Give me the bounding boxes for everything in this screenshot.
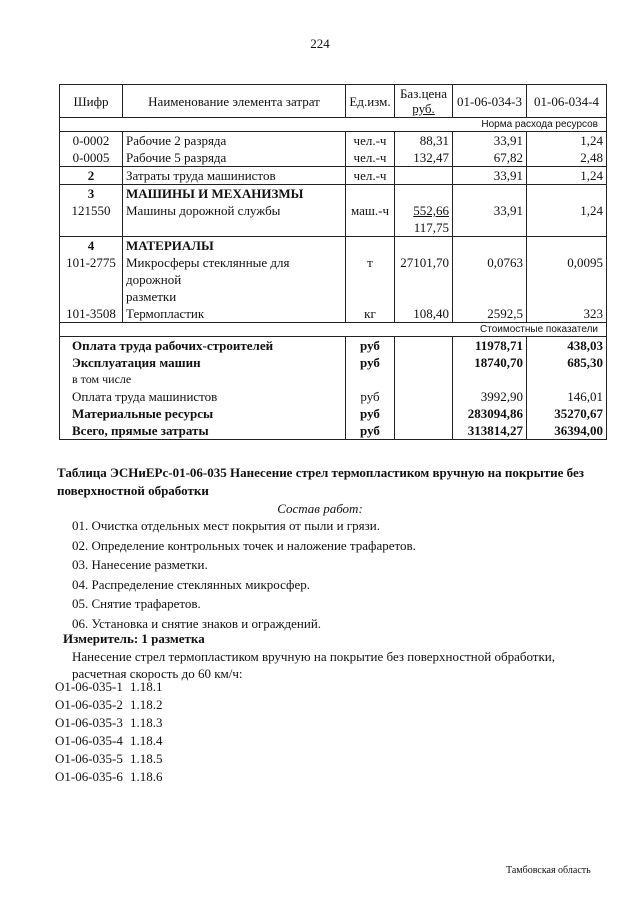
work-item: 03. Нанесение разметки.	[72, 557, 208, 572]
table-header-row	[60, 85, 607, 118]
summary-row: в том числе	[60, 371, 607, 388]
work-item: 01. Очистка отдельных мест покрытия от пыли и грязи.	[72, 518, 380, 533]
summary-row: Оплата труда машинистов руб 3992,90 146,01	[60, 388, 607, 405]
description: Нанесение стрел термопластиком вручную на покрытие без поверхностной обработки, расчетная скорость до 60 км/ч:	[72, 649, 555, 681]
row-code: 0-0005	[60, 149, 123, 167]
row-value-1: 33,91	[453, 202, 527, 237]
cost-label: Стоимостные показатели	[60, 323, 607, 337]
code-item: О1-06-035-5 1.18.5	[55, 751, 163, 766]
row-code: 2	[60, 167, 123, 185]
work-item: 05. Снятие трафаретов.	[72, 596, 201, 611]
row-price: 132,47	[395, 149, 453, 167]
footer-region: Тамбовская область	[506, 865, 591, 876]
row-price: 27101,70	[395, 254, 453, 305]
section-title: Таблица ЭСНиЕРс-01-06-035 Нанесение стрел термопластиком вручную на покрытие без поверхностной обработки	[57, 465, 584, 498]
row-value-2: 0,0095	[527, 254, 607, 305]
work-item: 06. Установка и снятие знаков и ограждений.	[72, 615, 322, 631]
row-value-1: 0,0763	[453, 254, 527, 305]
table-row	[60, 149, 607, 167]
row-unit: чел.-ч	[346, 149, 395, 167]
row-unit: чел.-ч	[346, 132, 395, 150]
row-name: Термопластик	[123, 305, 346, 323]
row-value-2: 1,24	[527, 132, 607, 150]
code-item: О1-06-035-3 1.18.3	[55, 715, 163, 730]
row-name: Микросферы стеклянные для дорожной разметки	[123, 254, 346, 305]
row-price: 88,31	[395, 132, 453, 150]
header-unit: Ед.изм.	[346, 85, 395, 118]
row-name: Затраты труда машинистов	[123, 167, 346, 185]
header-code: Шифр	[60, 85, 123, 118]
row-value-2: 2,48	[527, 149, 607, 167]
row-code: 101-2775	[60, 254, 123, 305]
table-row	[60, 254, 607, 305]
code-item: О1-06-035-2 1.18.2	[55, 697, 163, 712]
row-unit: чел.-ч	[346, 167, 395, 185]
summary-row: Материальные ресурсы руб 283094,86 35270,67	[60, 405, 607, 422]
row-value-1: 33,91	[453, 132, 527, 150]
section-row-machines	[60, 185, 607, 203]
row-value-1: 33,91	[453, 167, 527, 185]
row-value-2: 1,24	[527, 202, 607, 237]
row-value-2: 323	[527, 305, 607, 323]
table-row	[60, 202, 607, 237]
row-name: Машины дорожной службы	[123, 202, 346, 237]
resource-table	[59, 84, 607, 440]
header-col-034-4: 01-06-034-4	[527, 85, 607, 118]
page-number: 224	[310, 36, 330, 51]
row-unit: маш.-ч	[346, 202, 395, 237]
row-name: МАТЕРИАЛЫ	[123, 237, 346, 255]
work-item: 02. Определение контрольных точек и наложение трафаретов.	[72, 537, 416, 553]
row-price: 108,40	[395, 305, 453, 323]
cost-row	[60, 323, 607, 337]
row-code: 101-3508	[60, 305, 123, 323]
code-item: О1-06-035-1 1.18.1	[55, 679, 163, 694]
summary-row: Эксплуатация машин руб 18740,70 685,30	[60, 354, 607, 371]
section-row-materials	[60, 237, 607, 255]
code-item: О1-06-035-4 1.18.4	[55, 733, 163, 748]
row-value-2: 1,24	[527, 167, 607, 185]
header-col-034-3: 01-06-034-3	[453, 85, 527, 118]
measure-unit: Измеритель: 1 разметка	[63, 631, 205, 646]
row-code: 121550	[60, 202, 123, 237]
norma-label: Норма расхода ресурсов	[60, 118, 607, 132]
row-name: Рабочие 5 разряда	[123, 149, 346, 167]
header-price: Баз.цена руб.	[395, 85, 453, 118]
header-name: Наименование элемента затрат	[123, 85, 346, 118]
table-row	[60, 132, 607, 150]
table-row	[60, 305, 607, 323]
row-code: 3	[60, 185, 123, 203]
row-code: 0-0002	[60, 132, 123, 150]
code-item: О1-06-035-6 1.18.6	[55, 769, 163, 784]
row-name: Рабочие 2 разряда	[123, 132, 346, 150]
row-price: 552,66 117,75	[395, 202, 453, 237]
table-row	[60, 167, 607, 185]
row-price	[395, 167, 453, 185]
row-name: МАШИНЫ И МЕХАНИЗМЫ	[123, 185, 346, 203]
row-value-1: 67,82	[453, 149, 527, 167]
summary-row: Всего, прямые затраты руб 313814,27 36394,00	[60, 422, 607, 440]
summary-row: Оплата труда рабочих-строителей руб 11978,71 438,03	[60, 337, 607, 355]
work-composition-label: Состав работ:	[277, 501, 363, 516]
row-unit: кг	[346, 305, 395, 323]
row-code: 4	[60, 237, 123, 255]
row-value-1: 2592,5	[453, 305, 527, 323]
work-item: 04. Распределение стеклянных микросфер.	[72, 576, 310, 592]
row-unit: т	[346, 254, 395, 305]
norma-row	[60, 118, 607, 132]
